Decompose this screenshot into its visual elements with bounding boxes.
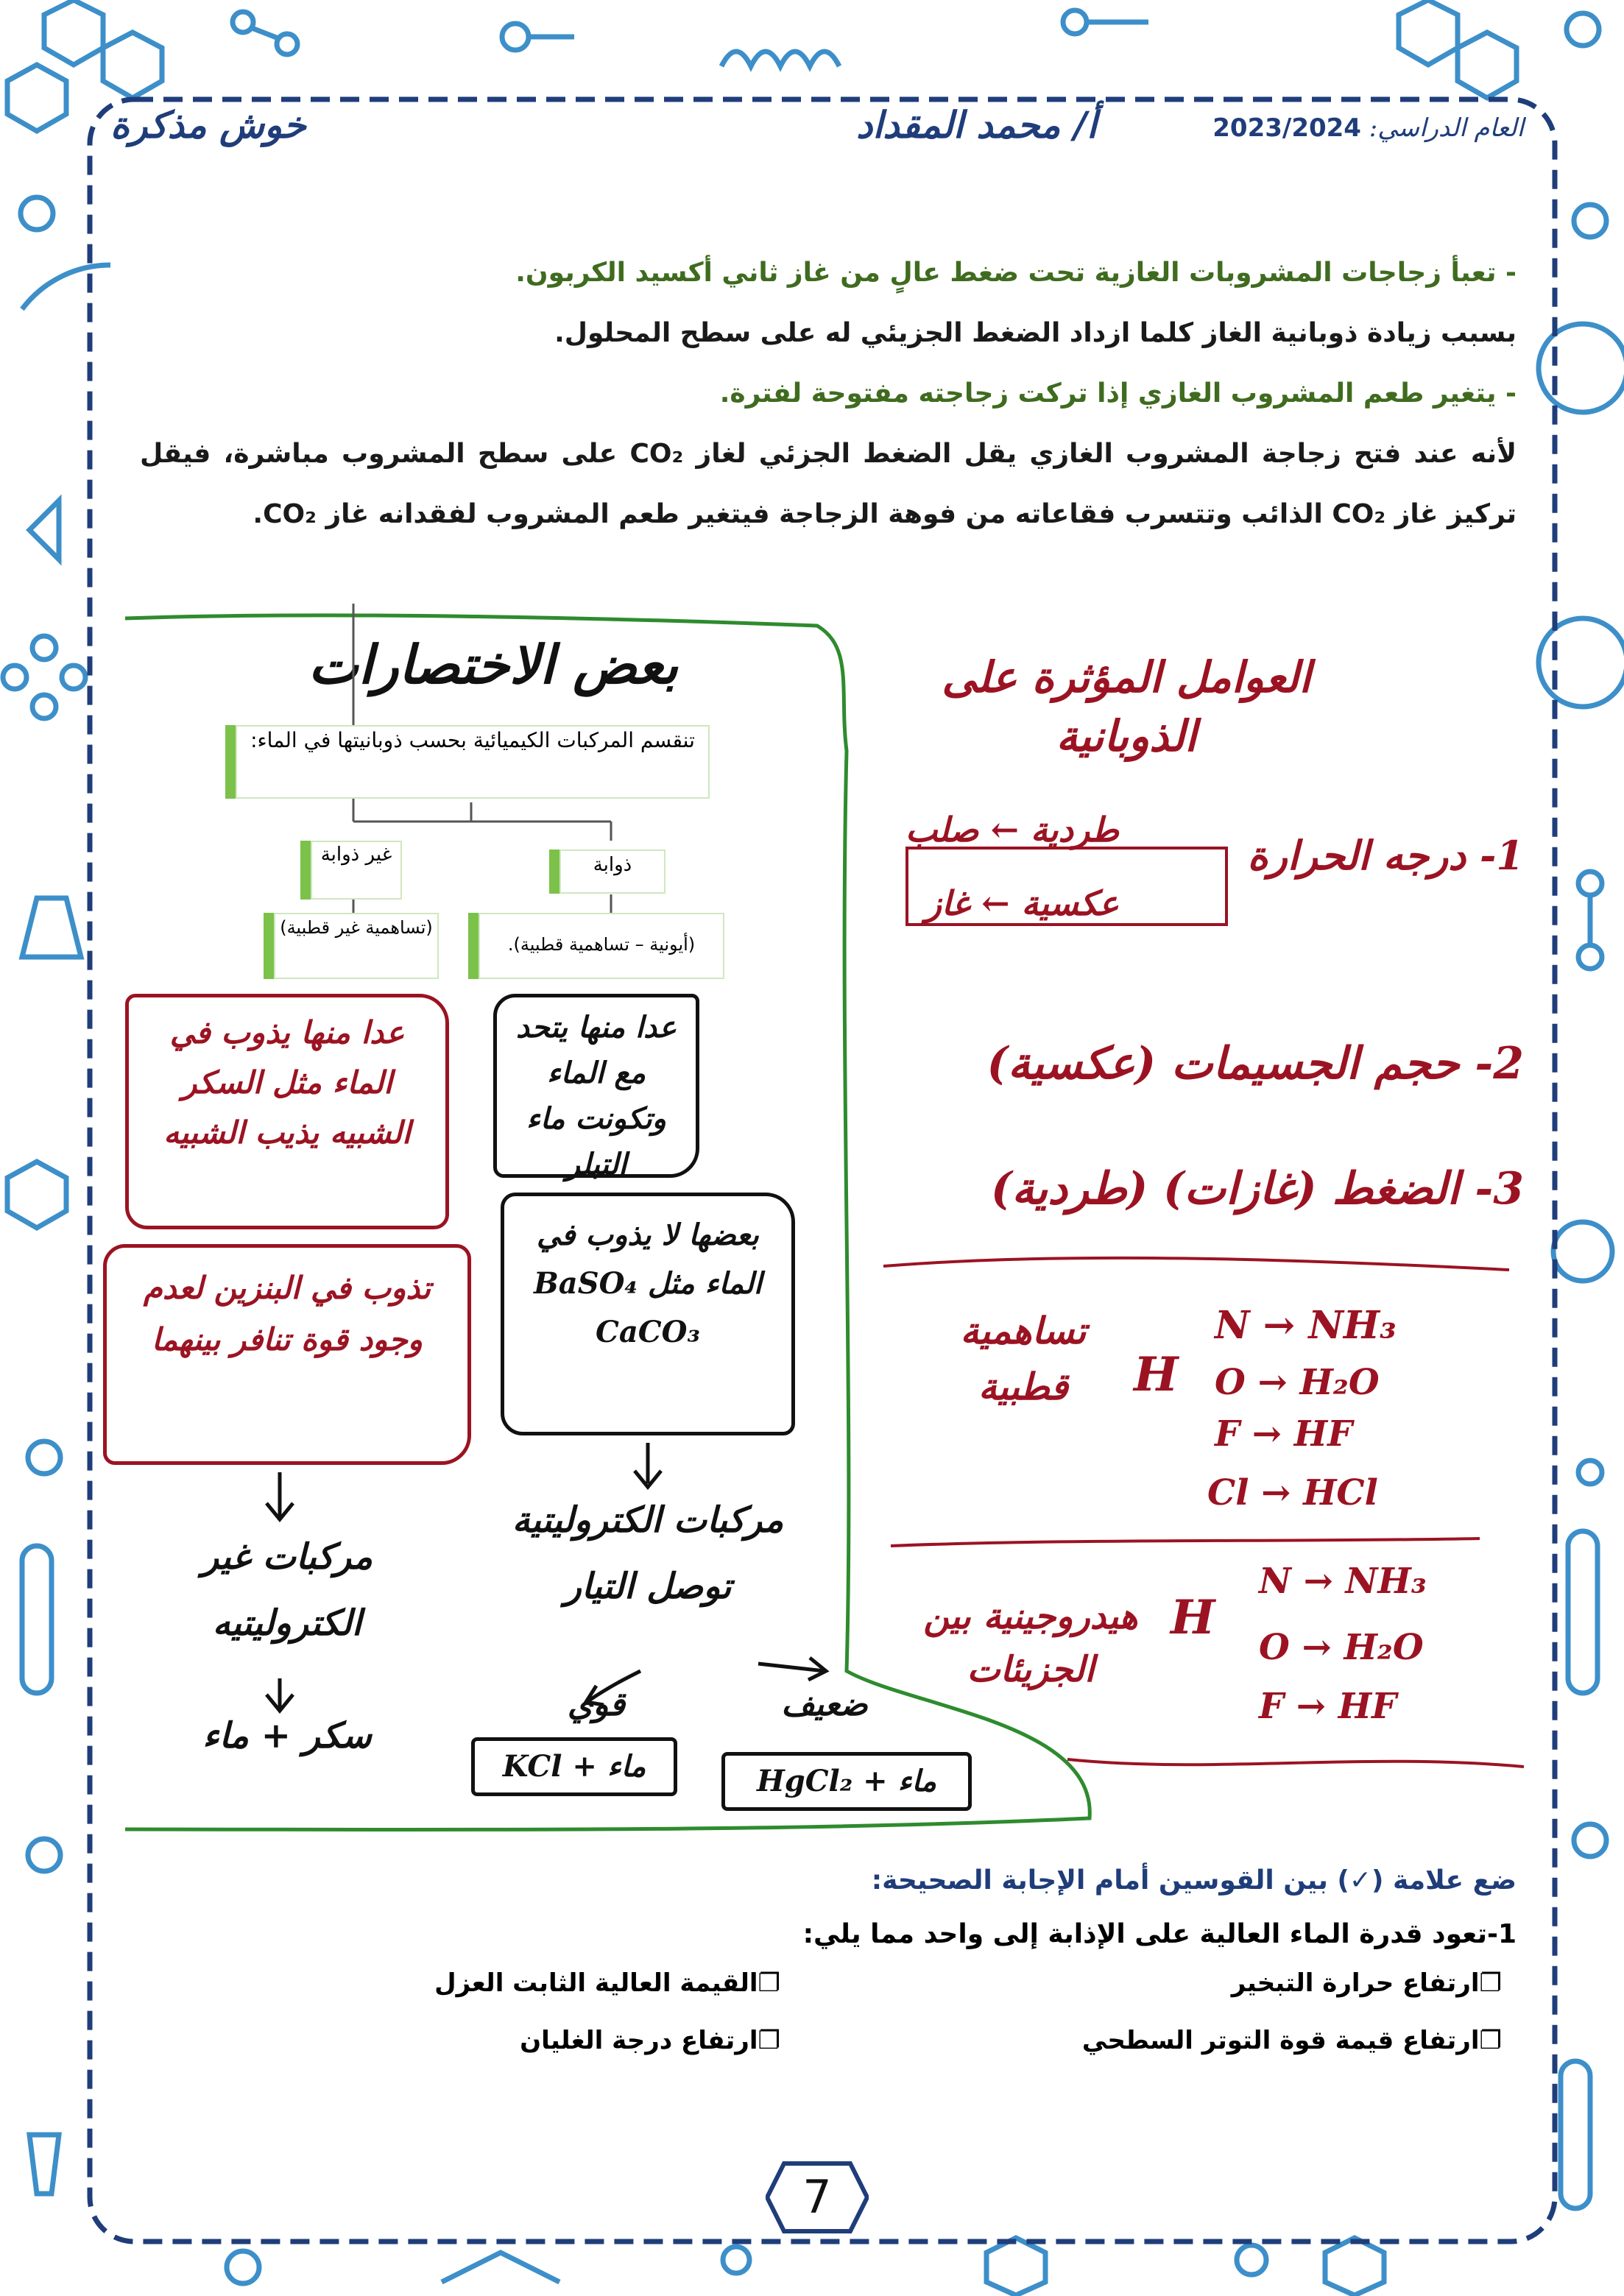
option-2[interactable]: [434, 1968, 780, 1998]
exercise-section: [140, 1855, 1517, 2080]
hbond-n: N → NH₃: [1259, 1561, 1427, 1602]
answer-carbonation: بسبب زيادة ذوبانية الغاز كلما ازداد الضغط الجزيئي له على سطح المحلول.: [554, 318, 1517, 348]
option-2-checkbox[interactable]: ❐: [758, 1968, 780, 1998]
notes-section: [110, 604, 1524, 1840]
main-text: [140, 243, 1517, 545]
hbond-f-element: F: [1259, 1686, 1285, 1727]
school-year-value: 2023/2024: [1212, 113, 1361, 143]
factor-note-gas: عكسية ← غاز: [925, 883, 1119, 923]
electrolyte-strong-example: KCl + ماء: [471, 1737, 677, 1796]
hbond-n-element: N: [1259, 1561, 1291, 1602]
tree-branch-soluble: ذوابة: [559, 849, 666, 894]
tree-branch-insoluble: غير ذوابة: [311, 841, 402, 900]
non-electrolytes-example: سكر + ماء: [202, 1715, 372, 1756]
polar-h-atom: H: [1134, 1347, 1179, 1402]
polar-cl-element: Cl: [1207, 1472, 1249, 1513]
polar-bond-n: N → NH₃: [1215, 1303, 1397, 1348]
option-4-label: ارتفاع درجة الغليان: [520, 2026, 758, 2055]
tree-root: تنقسم المركبات الكيميائية بحسب ذوبانيتها في الماء:: [236, 725, 710, 799]
polar-o-product: H₂O: [1299, 1362, 1380, 1403]
page-number: 7: [802, 2170, 832, 2224]
box-benzene: تذوب في البنزين لعدم وجود قوة تنافر بينهما: [103, 1244, 471, 1465]
box-soluble-sugar: عدا منها يذوب في الماء مثل السكر الشبيه يذيب الشبيه: [125, 994, 449, 1229]
option-1-checkbox[interactable]: ❐: [1479, 1968, 1502, 1998]
polar-covalent-label: تساهمية قطبية: [960, 1309, 1087, 1408]
option-3-checkbox[interactable]: ❐: [1479, 2026, 1502, 2055]
polar-bond-f: F → HF: [1215, 1413, 1353, 1455]
box-hydration: عدا منها يتحد مع الماء وتكونت ماء التبلر: [493, 994, 699, 1178]
notes-title: بعض الاختصارات: [308, 633, 679, 696]
school-year: [1212, 113, 1524, 143]
header: [110, 103, 1524, 162]
hydrogen-bonds-label: هيدروجينية بين الجزيئات: [923, 1596, 1138, 1690]
option-2-label: القيمة العالية الثابت العزل: [434, 1968, 758, 1998]
teacher-name: أ/ محمد المقداد: [856, 103, 1097, 146]
school-year-label: العام الدراسي:: [1369, 113, 1524, 143]
answer-taste: لأنه عند فتح زجاجة المشروب الغازي يقل الضغط الجزئي لغاز CO₂ على سطح المشروب مباشرة، فيقل تركيز غاز CO₂ الذائب وتتسرب فقاعاته من فوهة الزجاجة فيتغير طعم المشروب لفقدانه غاز CO₂.: [140, 439, 1517, 529]
polar-n-product: NH₃: [1308, 1303, 1397, 1348]
non-electrolytes-label: مركبات غير الكتروليتيه: [201, 1536, 373, 1644]
polar-cl-product: HCl: [1303, 1472, 1378, 1513]
hbond-o-element: O: [1259, 1627, 1290, 1668]
hbond-n-product: NH₃: [1345, 1561, 1427, 1602]
factor-bracket-box: [905, 847, 1228, 926]
electrolytes-label: مركبات الكتروليتية توصل التيار: [512, 1500, 784, 1607]
option-1-label: ارتفاع حرارة التبخير: [1231, 1968, 1480, 1998]
polar-bond-o: O → H₂O: [1215, 1362, 1380, 1403]
hbond-o: O → H₂O: [1259, 1627, 1424, 1668]
option-4[interactable]: [520, 2026, 780, 2055]
option-3-label: ارتفاع قيمة قوة التوتر السطحي: [1081, 2026, 1480, 2055]
factor-note-solid: طردية ← صلب: [905, 810, 1119, 849]
electrolyte-weak-example: HgCl₂ + ماء: [721, 1752, 972, 1811]
polar-f-product: HF: [1293, 1413, 1353, 1455]
hbond-h-atom: H: [1171, 1590, 1215, 1645]
box-insoluble-examples: بعضها لا يذوب في الماء مثل BaSO₄ CaCO₃: [501, 1193, 795, 1435]
electrolyte-strong: قوي: [567, 1686, 626, 1723]
polar-o-element: O: [1215, 1362, 1246, 1403]
tree-leaf-nonpolar: (تساهمية غير قطبية): [274, 913, 439, 979]
hbond-f-product: HF: [1338, 1686, 1397, 1727]
hbond-o-product: H₂O: [1344, 1627, 1424, 1668]
factor-pressure: 3- الضغط (غازات) (طردية): [991, 1163, 1524, 1215]
exercise-options: [140, 1963, 1517, 2080]
electrolyte-weak: ضعيف: [781, 1686, 868, 1723]
factors-title: العوامل المؤثرة على الذوبانية: [942, 652, 1311, 761]
exercise-question: 1-تعود قدرة الماء العالية على الإذابة إلى واحد مما يلي:: [802, 1919, 1517, 1949]
factor-temperature: 1- درجه الحرارة: [1247, 832, 1524, 879]
option-1[interactable]: [1232, 1968, 1502, 1998]
heading-taste: - يتغير طعم المشروب الغازي إذا تركت زجاجته مفتوحة لفترة.: [719, 378, 1517, 409]
exercise-instruction: ضع علامة (✓) بين القوسين أمام الإجابة الصحيحة:: [871, 1865, 1517, 1896]
series-name: خوش مذكرة: [110, 103, 306, 146]
polar-f-element: F: [1215, 1413, 1240, 1455]
heading-carbonation: - تعبأ زجاجات المشروبات الغازية تحت ضغط عالٍ من غاز ثاني أكسيد الكربون.: [515, 258, 1517, 288]
polar-n-element: N: [1215, 1303, 1250, 1348]
hbond-f: F → HF: [1259, 1686, 1397, 1727]
factor-particle-size: 2- حجم الجسيمات (عكسية): [986, 1038, 1524, 1089]
option-4-checkbox[interactable]: ❐: [758, 2026, 780, 2055]
option-3[interactable]: [1082, 2026, 1502, 2055]
polar-bond-cl: Cl → HCl: [1207, 1472, 1378, 1513]
tree-leaf-ionic-polar: (أيونية – تساهمية قطبية).: [479, 913, 724, 979]
